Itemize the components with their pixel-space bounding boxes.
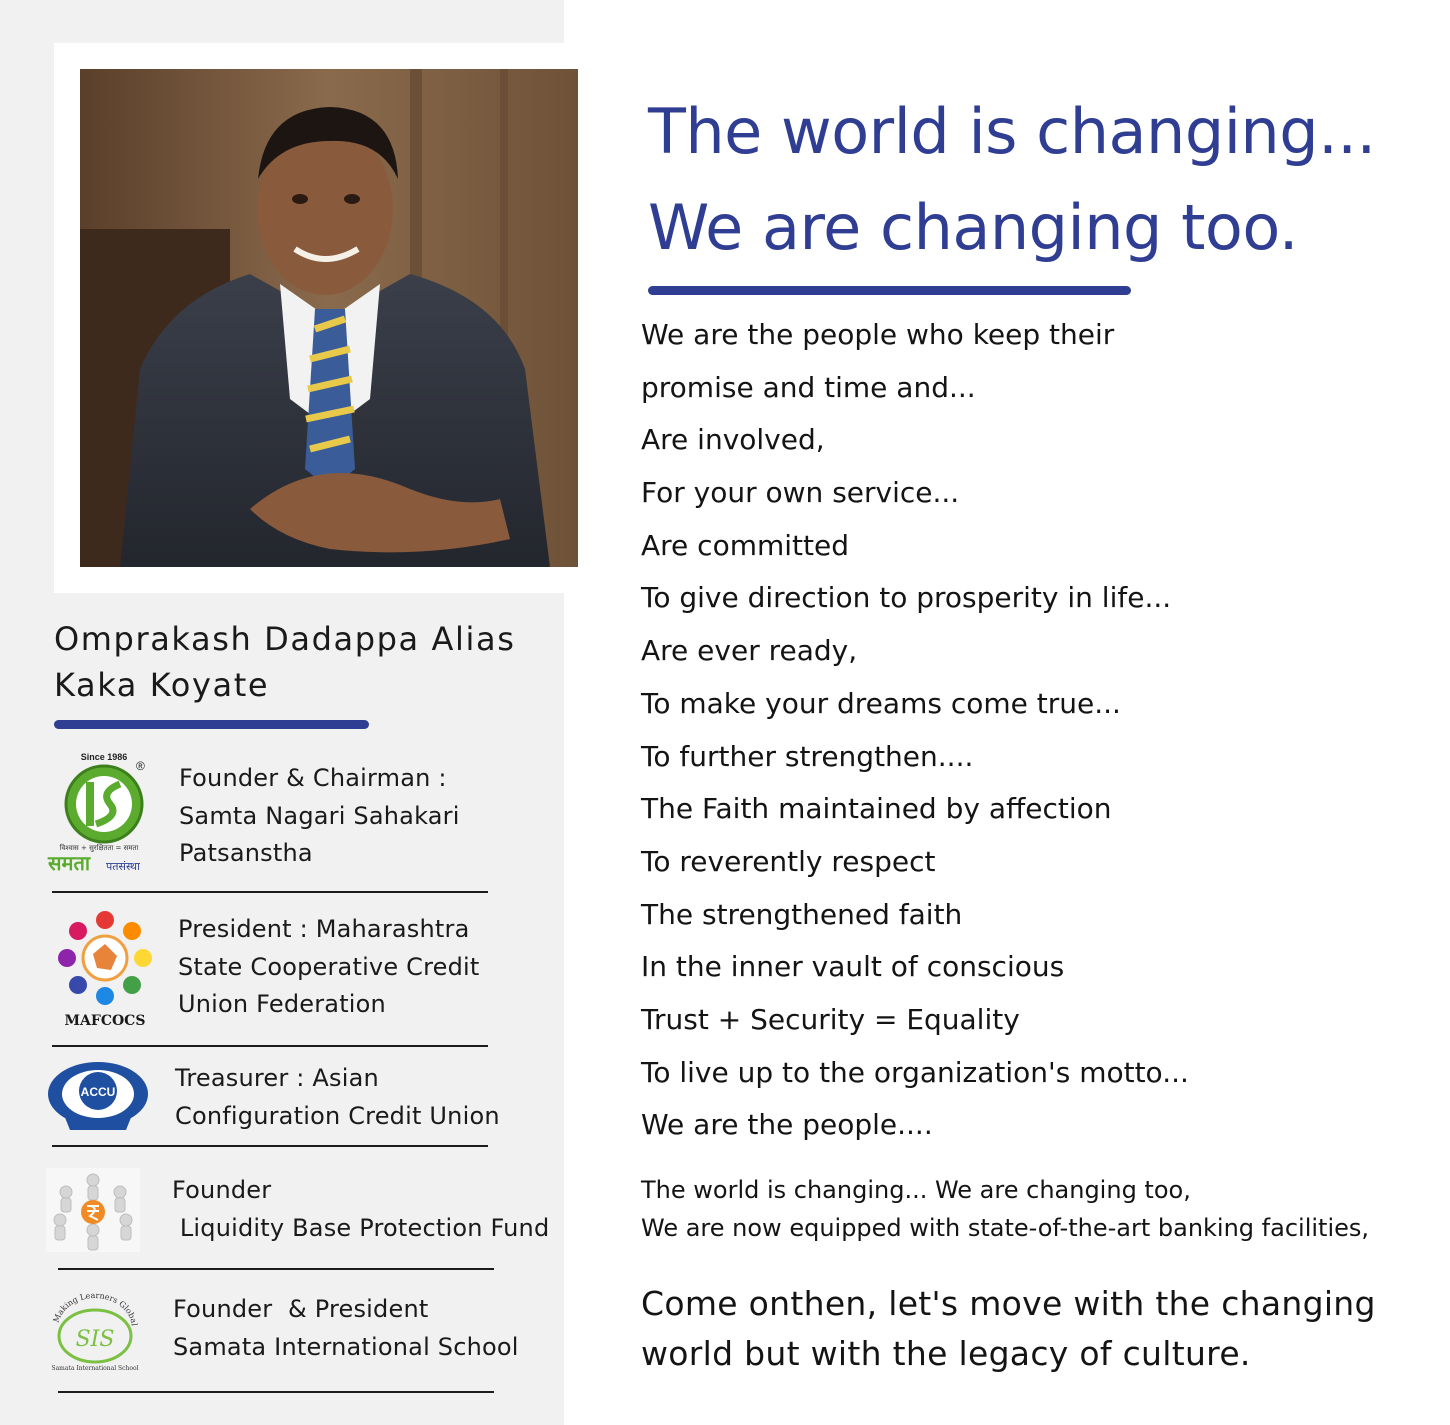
samta-logo [44, 750, 154, 878]
role-liquidity-fund [172, 1172, 549, 1247]
name-underline [54, 720, 369, 729]
divider [52, 891, 488, 893]
liquidity-fund-logo [46, 1168, 140, 1252]
role-sis [173, 1291, 519, 1366]
poem-line: To reverently respect [641, 844, 936, 878]
accu-logo [46, 1060, 150, 1134]
closing-line2: world but with the legacy of culture. [641, 1334, 1251, 1373]
role-sis-line1: Founder & President [173, 1295, 429, 1323]
role-accu [175, 1060, 500, 1135]
role-samta-line2: Samta Nagari Sahakari [179, 801, 460, 830]
poem-line: promise and time and... [641, 370, 976, 404]
closing-statement [641, 1279, 1431, 1379]
headline [648, 84, 1428, 276]
poem-line: For your own service... [641, 476, 960, 510]
poem-line: To live up to the organization's motto... [641, 1055, 1189, 1089]
closing-line1: Come onthen, let's move with the changing [641, 1284, 1376, 1323]
poem-line: To further strengthen.... [641, 739, 974, 773]
divider [52, 1145, 488, 1147]
portrait-illustration [80, 69, 578, 567]
role-samta-line1: Founder & Chairman : [179, 764, 447, 792]
role-accu-line1: Treasurer : Asian [175, 1064, 379, 1092]
samta-brand-suffix: पतसंस्था [106, 860, 140, 873]
poem-line: Trust + Security = Equality [641, 1002, 1020, 1036]
person-name [54, 616, 524, 708]
samta-since-text: Since 1986 [80, 752, 128, 762]
poem-line: Are involved, [641, 423, 825, 457]
role-mafcocs-line2: State Cooperative Credit [178, 952, 480, 981]
poem [641, 309, 1421, 1152]
poem-line: Are ever ready, [641, 634, 858, 668]
poem-line: We are the people.... [641, 1108, 933, 1142]
headline-line2: We are changing too. [648, 191, 1298, 264]
sis-logo-icon [48, 1288, 142, 1374]
sis-brand: SIS [75, 1327, 115, 1352]
sis-bottom-text: Samata International School [51, 1365, 139, 1372]
role-samta [179, 760, 460, 873]
poem-line: To make your dreams come true... [641, 686, 1121, 720]
note-line2: We are now equipped with state-of-the-art banking facilities, [641, 1214, 1370, 1242]
poem-line: To give direction to prosperity in life... [641, 581, 1172, 615]
note [641, 1171, 1431, 1247]
mafcocs-brand: MAFCOCS [64, 1013, 146, 1029]
role-mafcocs-line3: Union Federation [178, 990, 386, 1018]
divider [58, 1391, 494, 1393]
role-mafcocs [178, 911, 480, 1024]
portrait-photo [80, 69, 578, 567]
poem-line: The Faith maintained by affection [641, 792, 1112, 826]
person-name-line1: Omprakash Dadappa Alias [54, 620, 516, 658]
role-mafcocs-line1: President : Maharashtra [178, 915, 470, 943]
role-sis-line2: Samata International School [173, 1332, 519, 1361]
sis-arc-text: Making Learners Global [51, 1290, 139, 1327]
person-name-line2: Kaka Koyate [54, 666, 270, 704]
sis-logo [48, 1288, 142, 1374]
divider [58, 1268, 494, 1270]
role-samta-line3: Patsanstha [179, 839, 313, 867]
note-line1: The world is changing... We are changing too, [641, 1176, 1191, 1204]
poem-line: We are the people who keep their [641, 318, 1115, 351]
headline-underline [648, 286, 1131, 295]
samta-tagline: विश्वास + सुरक्षितता = समता [59, 844, 139, 852]
mafcocs-logo-icon [52, 908, 158, 1030]
poem-line: The strengthened faith [641, 897, 963, 931]
headline-line1: The world is changing... [648, 95, 1376, 168]
role-accu-line2: Configuration Credit Union [175, 1101, 500, 1130]
accu-logo-icon [46, 1060, 150, 1134]
registered-mark: ® [136, 759, 145, 773]
mafcocs-logo [52, 908, 158, 1030]
divider [52, 1045, 488, 1047]
role-liquidity-line1: Founder [172, 1176, 272, 1204]
accu-brand: ACCU [80, 1085, 116, 1099]
poem-line: In the inner vault of conscious [641, 950, 1065, 984]
samta-logo-icon [44, 750, 154, 878]
role-liquidity-line2: Liquidity Base Protection Fund [172, 1213, 550, 1242]
people-circle-icon [46, 1168, 140, 1252]
samta-brand: समता [48, 851, 91, 875]
poem-line: Are committed [641, 528, 849, 562]
